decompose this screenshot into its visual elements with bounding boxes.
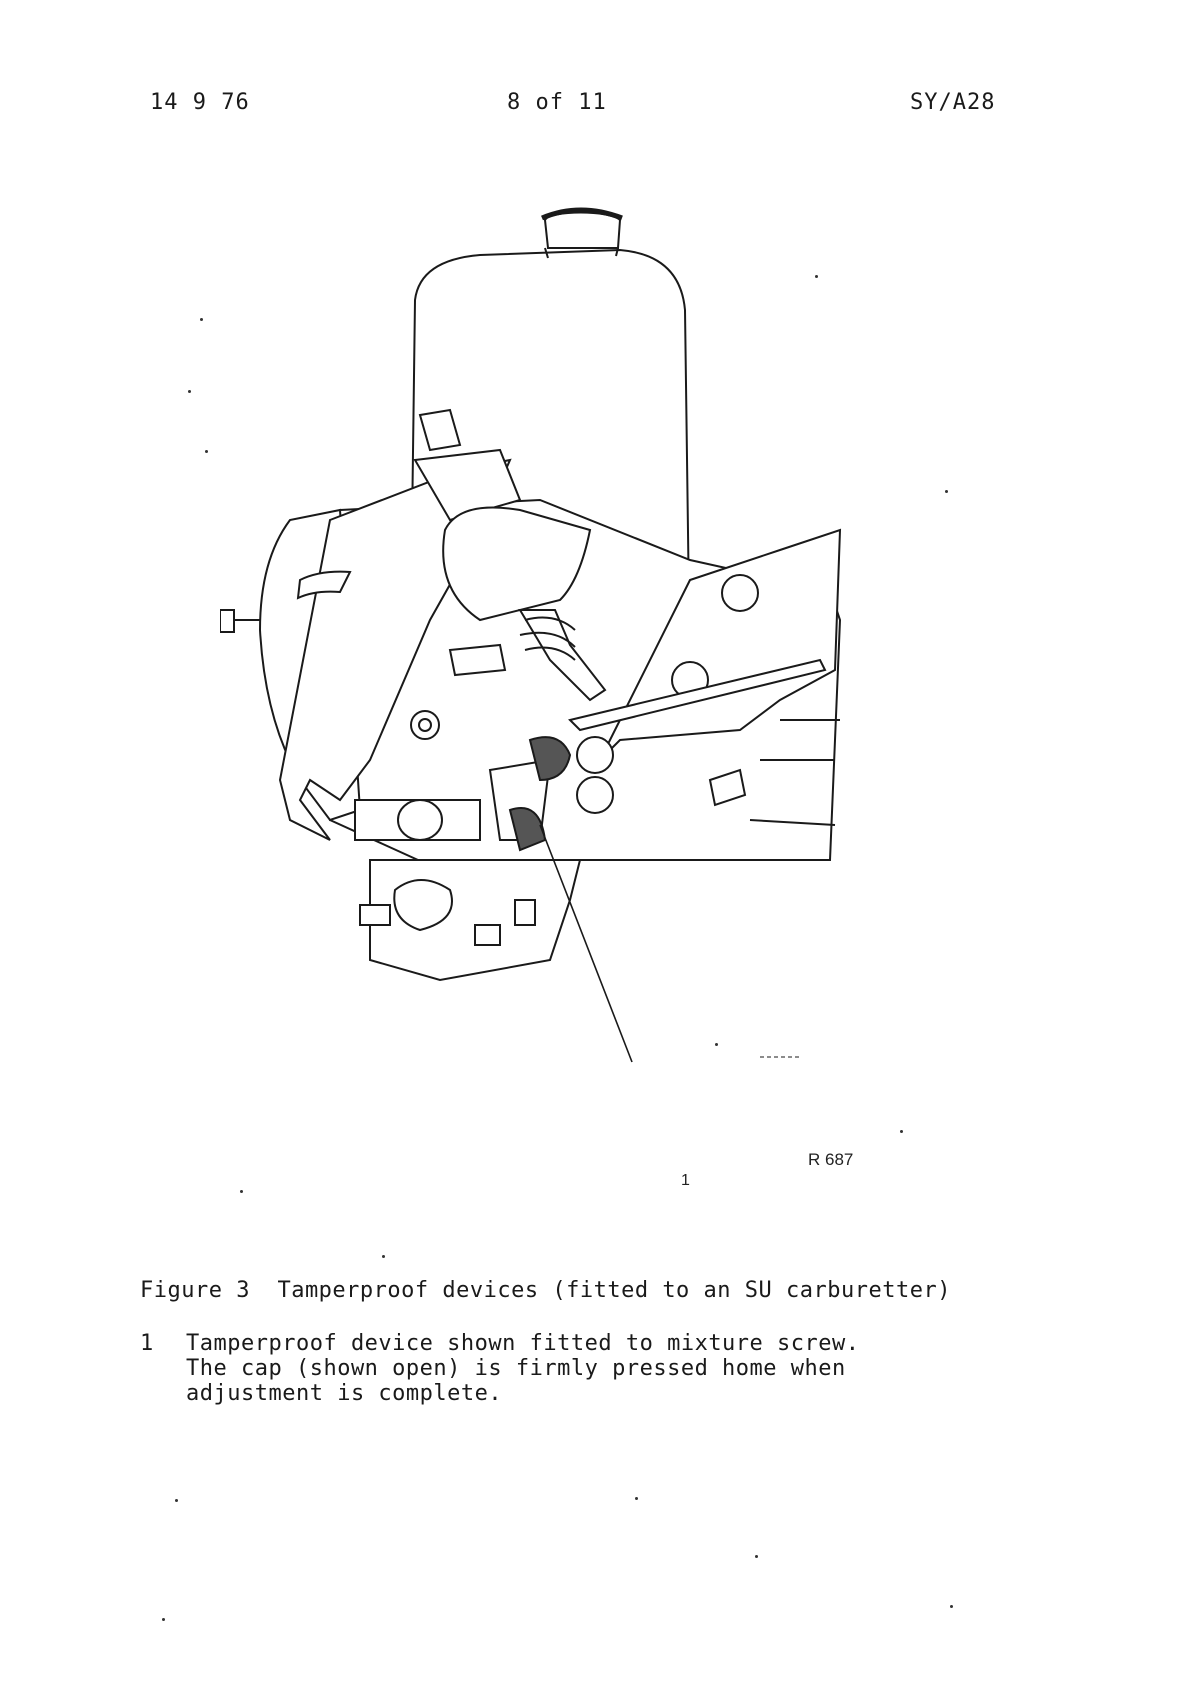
page-number: 8 of 11 [507,90,607,115]
scan-speck [900,1130,903,1133]
carburetter-illustration [220,200,920,1200]
legend-line: adjustment is complete. [186,1381,503,1406]
document-reference: SY/A28 [910,90,996,115]
scan-speck [200,318,203,321]
scan-speck [205,450,208,453]
scan-speck [815,275,818,278]
figure-caption: Figure 3 Tamperproof devices (fitted to an SU carburetter) [140,1278,951,1303]
drawing-reference: R 687 [808,1150,854,1169]
legend-line: The cap (shown open) is firmly pressed home when [186,1356,846,1381]
scan-speck [175,1499,178,1502]
callout-number: 1 [681,1172,690,1189]
scan-speck [240,1190,243,1193]
scan-speck [945,490,948,493]
scan-speck [382,1255,385,1258]
document-date: 14 9 76 [150,90,250,115]
scan-speck [635,1497,638,1500]
legend-line: Tamperproof device shown fitted to mixture screw. [186,1331,860,1356]
scan-speck [162,1618,165,1621]
legend-item-number: 1 [140,1331,154,1356]
scan-speck [715,1043,718,1046]
scan-speck [950,1605,953,1608]
scan-speck [188,390,191,393]
scan-speck [755,1555,758,1558]
